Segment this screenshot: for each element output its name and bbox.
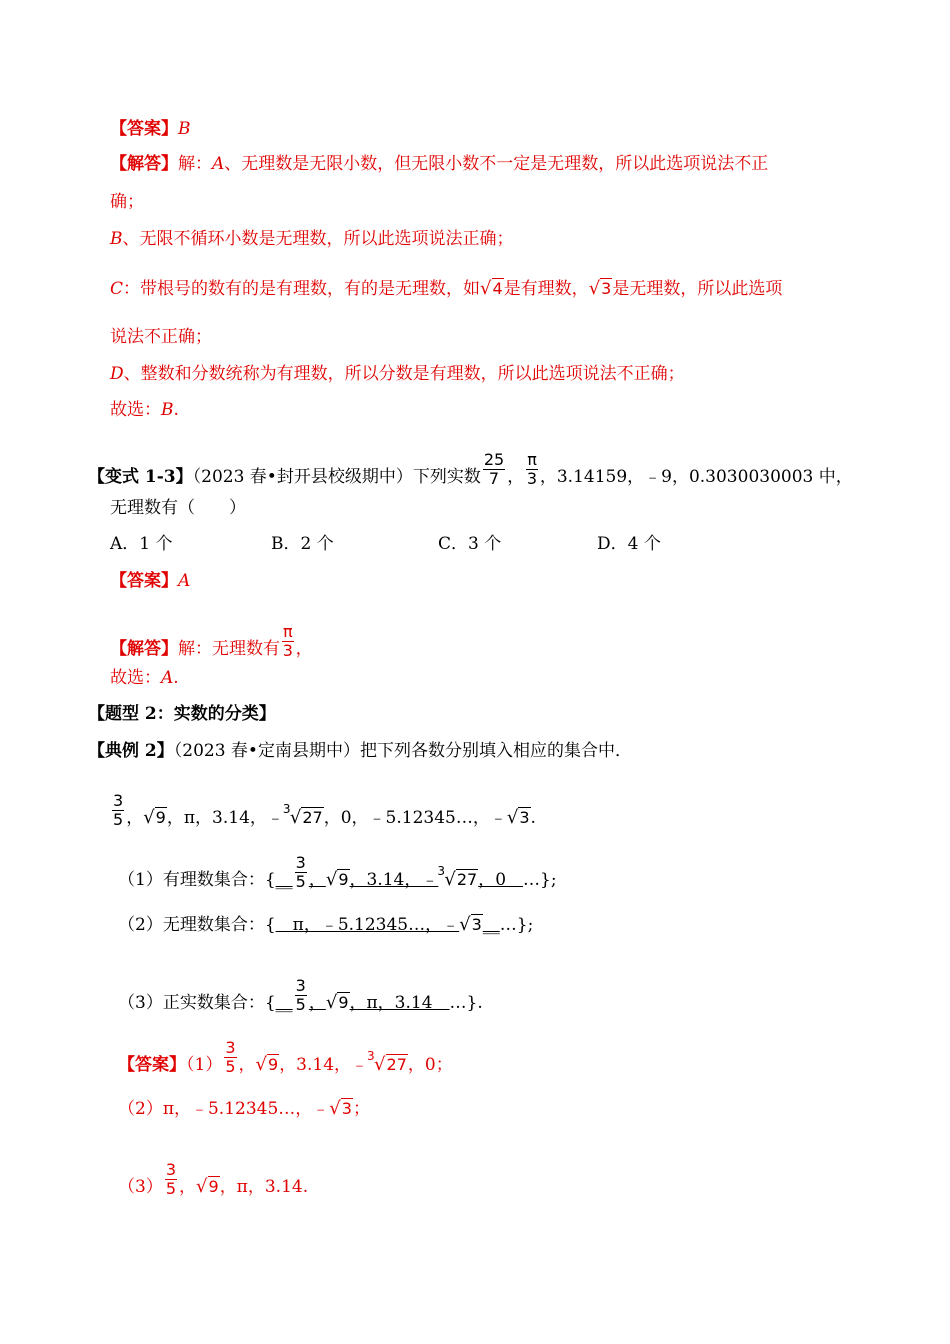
option-c: C．3 个 <box>438 534 502 554</box>
answer-line: 【答案】B <box>110 119 191 139</box>
option-d: D．4 个 <box>597 534 661 554</box>
solution-line-2: 确； <box>110 192 144 212</box>
fraction: $\frac{\pi}{3}$ <box>282 622 293 660</box>
solution-line-7: 故选：B. <box>110 400 179 420</box>
sqrt-symbol: √3 <box>588 278 612 299</box>
answer-line: 【答案】A <box>110 571 191 591</box>
rational-set: （1）有理数集合：{__ $\frac{3}{5}$ ，√9，3.14，﹣ 3 √27，0 …}; <box>118 853 557 891</box>
solution-line-4: C：带根号的数有的是有理数，有的是无理数，如√4是有理数，√3是无理数，所以此选项 <box>110 278 783 299</box>
answer-line-3: （3） $\frac{3}{5}$ ，√9，π，3.14. <box>118 1160 309 1198</box>
solution-line-6: D、整数和分数统称为有理数，所以分数是有理数，所以此选项说法不正确； <box>110 364 685 384</box>
answer-line-2: （2）π，﹣5.12345…，﹣√3； <box>118 1098 370 1119</box>
fraction: $\frac{25}{7}$ <box>483 450 505 488</box>
solution-line-3: B、无限不循环小数是无理数，所以此选项说法正确； <box>110 229 514 249</box>
variant-question: 【变式 1-3】（2023 春•封开县校级期中）下列实数 $\frac{25}{7}$ ， $\frac{\pi}{3}$ ，3.14159，﹣9，0.3030030003 中， <box>88 450 853 488</box>
example-question: 【典例 2】（2023 春•定南县期中）把下列各数分别填入相应的集合中． <box>88 741 632 761</box>
variant-question-line-2: 无理数有（ ） <box>110 498 246 518</box>
number-list: $\frac{3}{5}$ ，√9，π，3.14，﹣ 3 √27，0，﹣5.12345…，﹣√3. <box>113 791 536 829</box>
solution-line-1: 【解答】解：A、无理数是无限小数，但无限小数不一定是无理数，所以此选项说法不正 <box>110 154 769 174</box>
answer-line-1: 【答案】（1） $\frac{3}{5}$ ，√9，3.14，﹣ 3 √27，0； <box>118 1038 453 1076</box>
option-b: B．2 个 <box>271 534 334 554</box>
positive-real-set: （3）正实数集合：{__ $\frac{3}{5}$ ，√9，π，3.14 …}. <box>118 976 483 1014</box>
section-title: 【题型 2：实数的分类】 <box>88 704 276 724</box>
solution-line-2: 故选：A. <box>110 668 179 688</box>
sqrt-symbol: √4 <box>480 278 503 299</box>
option-a: A．1 个 <box>110 534 173 554</box>
solution-line: 【解答】解：无理数有 $\frac{\pi}{3}$ ， <box>110 622 313 660</box>
irrational-set: （2）无理数集合：{ π，﹣5.12345…，﹣√3__…}; <box>118 914 534 935</box>
solution-line-5: 说法不正确； <box>110 327 212 347</box>
fraction: $\frac{\pi}{3}$ <box>526 450 538 488</box>
